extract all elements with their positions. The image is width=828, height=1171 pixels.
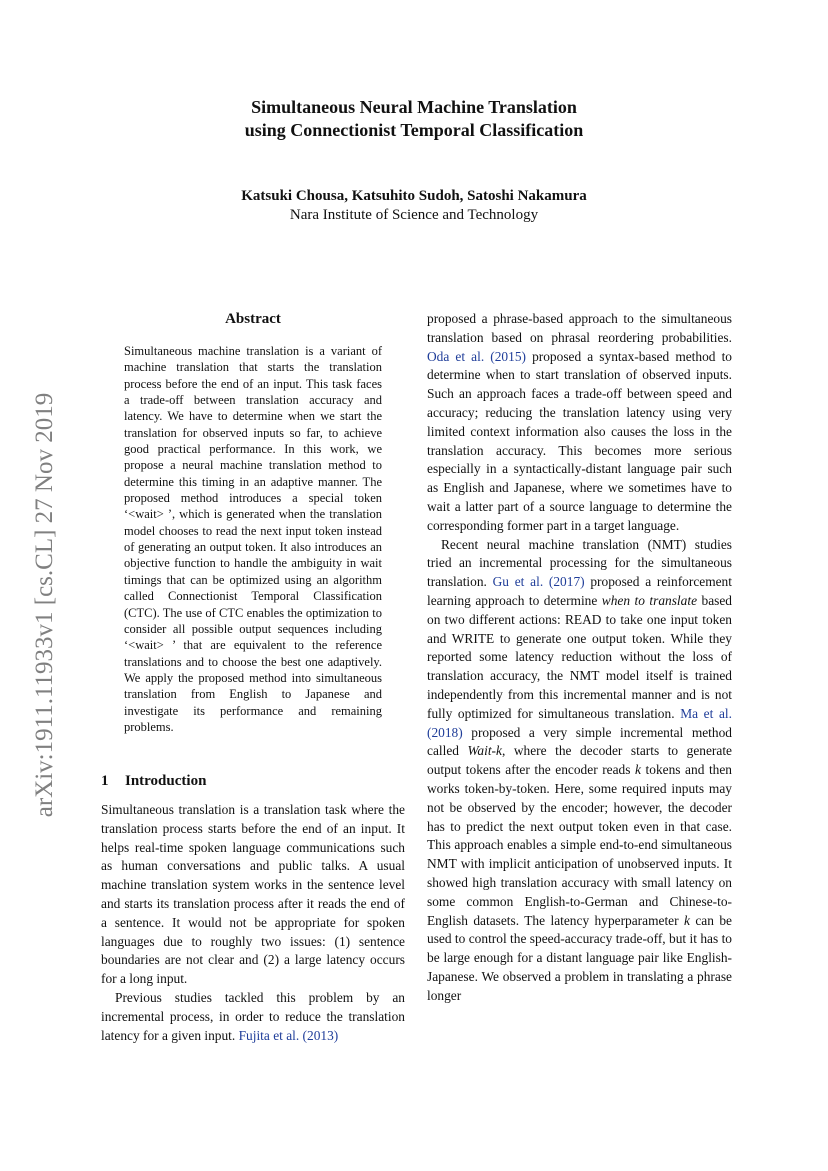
author-affiliation: Nara Institute of Science and Technology xyxy=(289,207,539,223)
citation-link-oda[interactable]: Oda et al. (2015) xyxy=(427,348,526,364)
right-p1-text-b: proposed a syntax-based method to determine when to start translation of observed inputs. Such an approach faces a trade-off between speed and accuracy; reducing the translation latency using very limited context information also causes the loss in the translation accuracy. This becomes more serious especially in a syntactically-distant language pair such as English and Japanese, where we sometimes have to wait a latter part of a source language to determine the corresponding former part in a target language. xyxy=(427,348,732,533)
arxiv-sidebar xyxy=(25,360,65,850)
math-k-2: k xyxy=(683,912,690,928)
intro-paragraph-2 xyxy=(101,989,405,1045)
citation-link-fujita[interactable]: Fujita et al. (2013) xyxy=(238,1027,339,1043)
intro-paragraph-1: Simultaneous translation is a translation task where the translation process starts before the end of an input. It helps real-time spoken language communications such as human conversations and public talks. A usual machine translation system works in the sentence level and starts its translation process after it reads the end of a sentence. It would not be appropriate for spoken languages due to roughly two issues: (1) sentence boundaries are not clear and (2) a large latency occurs for a long input. xyxy=(101,802,405,987)
citation-link-ma[interactable]: Ma et al. (2018) xyxy=(427,705,732,740)
right-p1-text-a: proposed a phrase-based approach to the simultaneous translation based on phrasal reordering probabilities. xyxy=(427,311,732,345)
arxiv-identifier: arXiv:1911.11933v1 [cs.CL] 27 Nov 2019 xyxy=(31,392,58,818)
introduction-right-column xyxy=(427,310,732,1005)
emphasis-when-to-translate: when to translate xyxy=(601,592,698,608)
intro-paragraph-2-text: Previous studies tackled this problem by an incremental process, in order to reduce the translation latency for a given input. xyxy=(101,989,405,1043)
abstract-body xyxy=(124,343,382,735)
author-names: Katsuki Chousa, Katsuhito Sudoh, Satoshi Nakamura xyxy=(241,188,587,204)
right-p2-text-b: proposed a reinforcement learning approach to determine xyxy=(427,574,732,608)
math-k-1: k xyxy=(635,762,641,778)
paper-title xyxy=(0,96,828,142)
right-p2-text-d: proposed a very simple incremental method called xyxy=(427,724,732,759)
author-block xyxy=(0,187,828,225)
section-heading-introduction xyxy=(101,773,405,790)
section-number: 1 xyxy=(101,773,109,789)
title-line-1: Simultaneous Neural Machine Translation xyxy=(251,97,577,117)
introduction-left-column xyxy=(101,801,405,1045)
right-p2-text-a: Recent neural machine translation (NMT) studies tried an incremental processing for the simultaneous translation. xyxy=(427,536,732,590)
right-p2-text-g: can be used to control the speed-accuracy trade-off, but it has to be large enough for a distant language pair like English-Japanese. We observed a problem in translating a phrase longer xyxy=(427,912,732,1003)
title-line-2: using Connectionist Temporal Classification xyxy=(244,120,584,140)
citation-link-gu[interactable]: Gu et al. (2017) xyxy=(492,574,585,590)
right-p2-text-e: , where the decoder starts to generate output tokens after the encoder reads xyxy=(427,743,732,778)
right-paragraph-2 xyxy=(427,536,732,1006)
section-title: Introduction xyxy=(125,773,207,789)
right-paragraph-1 xyxy=(427,310,732,536)
abstract-heading: Abstract xyxy=(225,311,281,327)
abstract-text: Simultaneous machine translation is a variant of machine translation that starts the translation process before the end of an input. This task faces a trade-off between translation accuracy and latency. We have to determine when we start the translation for observed inputs so far, to achieve good practical performance. In this work, we propose a neural machine translation method to determine this timing in an adaptive manner. The proposed method introduces a special token ‘<wait> ’, which is generated when the translation model chooses to read the next input token instead of generating an output token. It also introduces an objective function to handle the ambiguity in wait timings that can be optimized using an algorithm called Connectionist Temporal Classification (CTC). The use of CTC enables the optimization to consider all possible output sequences including ‘<wait> ’ that are equivalent to the reference translations and to choose the best one adaptively. We apply the proposed method into simultaneous translation from English to Japanese and investigate its performance and remaining problems. xyxy=(124,344,382,734)
right-p2-text-c: based on two different actions: READ to take one input token and WRITE to generate one output token. While they reported some latency reduction without the loss of translation accuracy, the NMT model itself is trained independently from this incremental manner and is not fully optimized for simultaneous translation. xyxy=(427,592,732,721)
emphasis-wait-k: Wait-k xyxy=(467,743,502,759)
right-p2-text-f: tokens and then works token-by-token. Here, some required inputs may not be observed by the encoder; however, the decoder has to predict the next output token even in that case. This approach enables a simple end-to-end simultaneous NMT with implicit anticipation of unobserved inputs. It showed high translation accuracy with small latency on some common English-to-German and Chinese-to-English datasets. The latency hyperparameter xyxy=(427,762,732,928)
